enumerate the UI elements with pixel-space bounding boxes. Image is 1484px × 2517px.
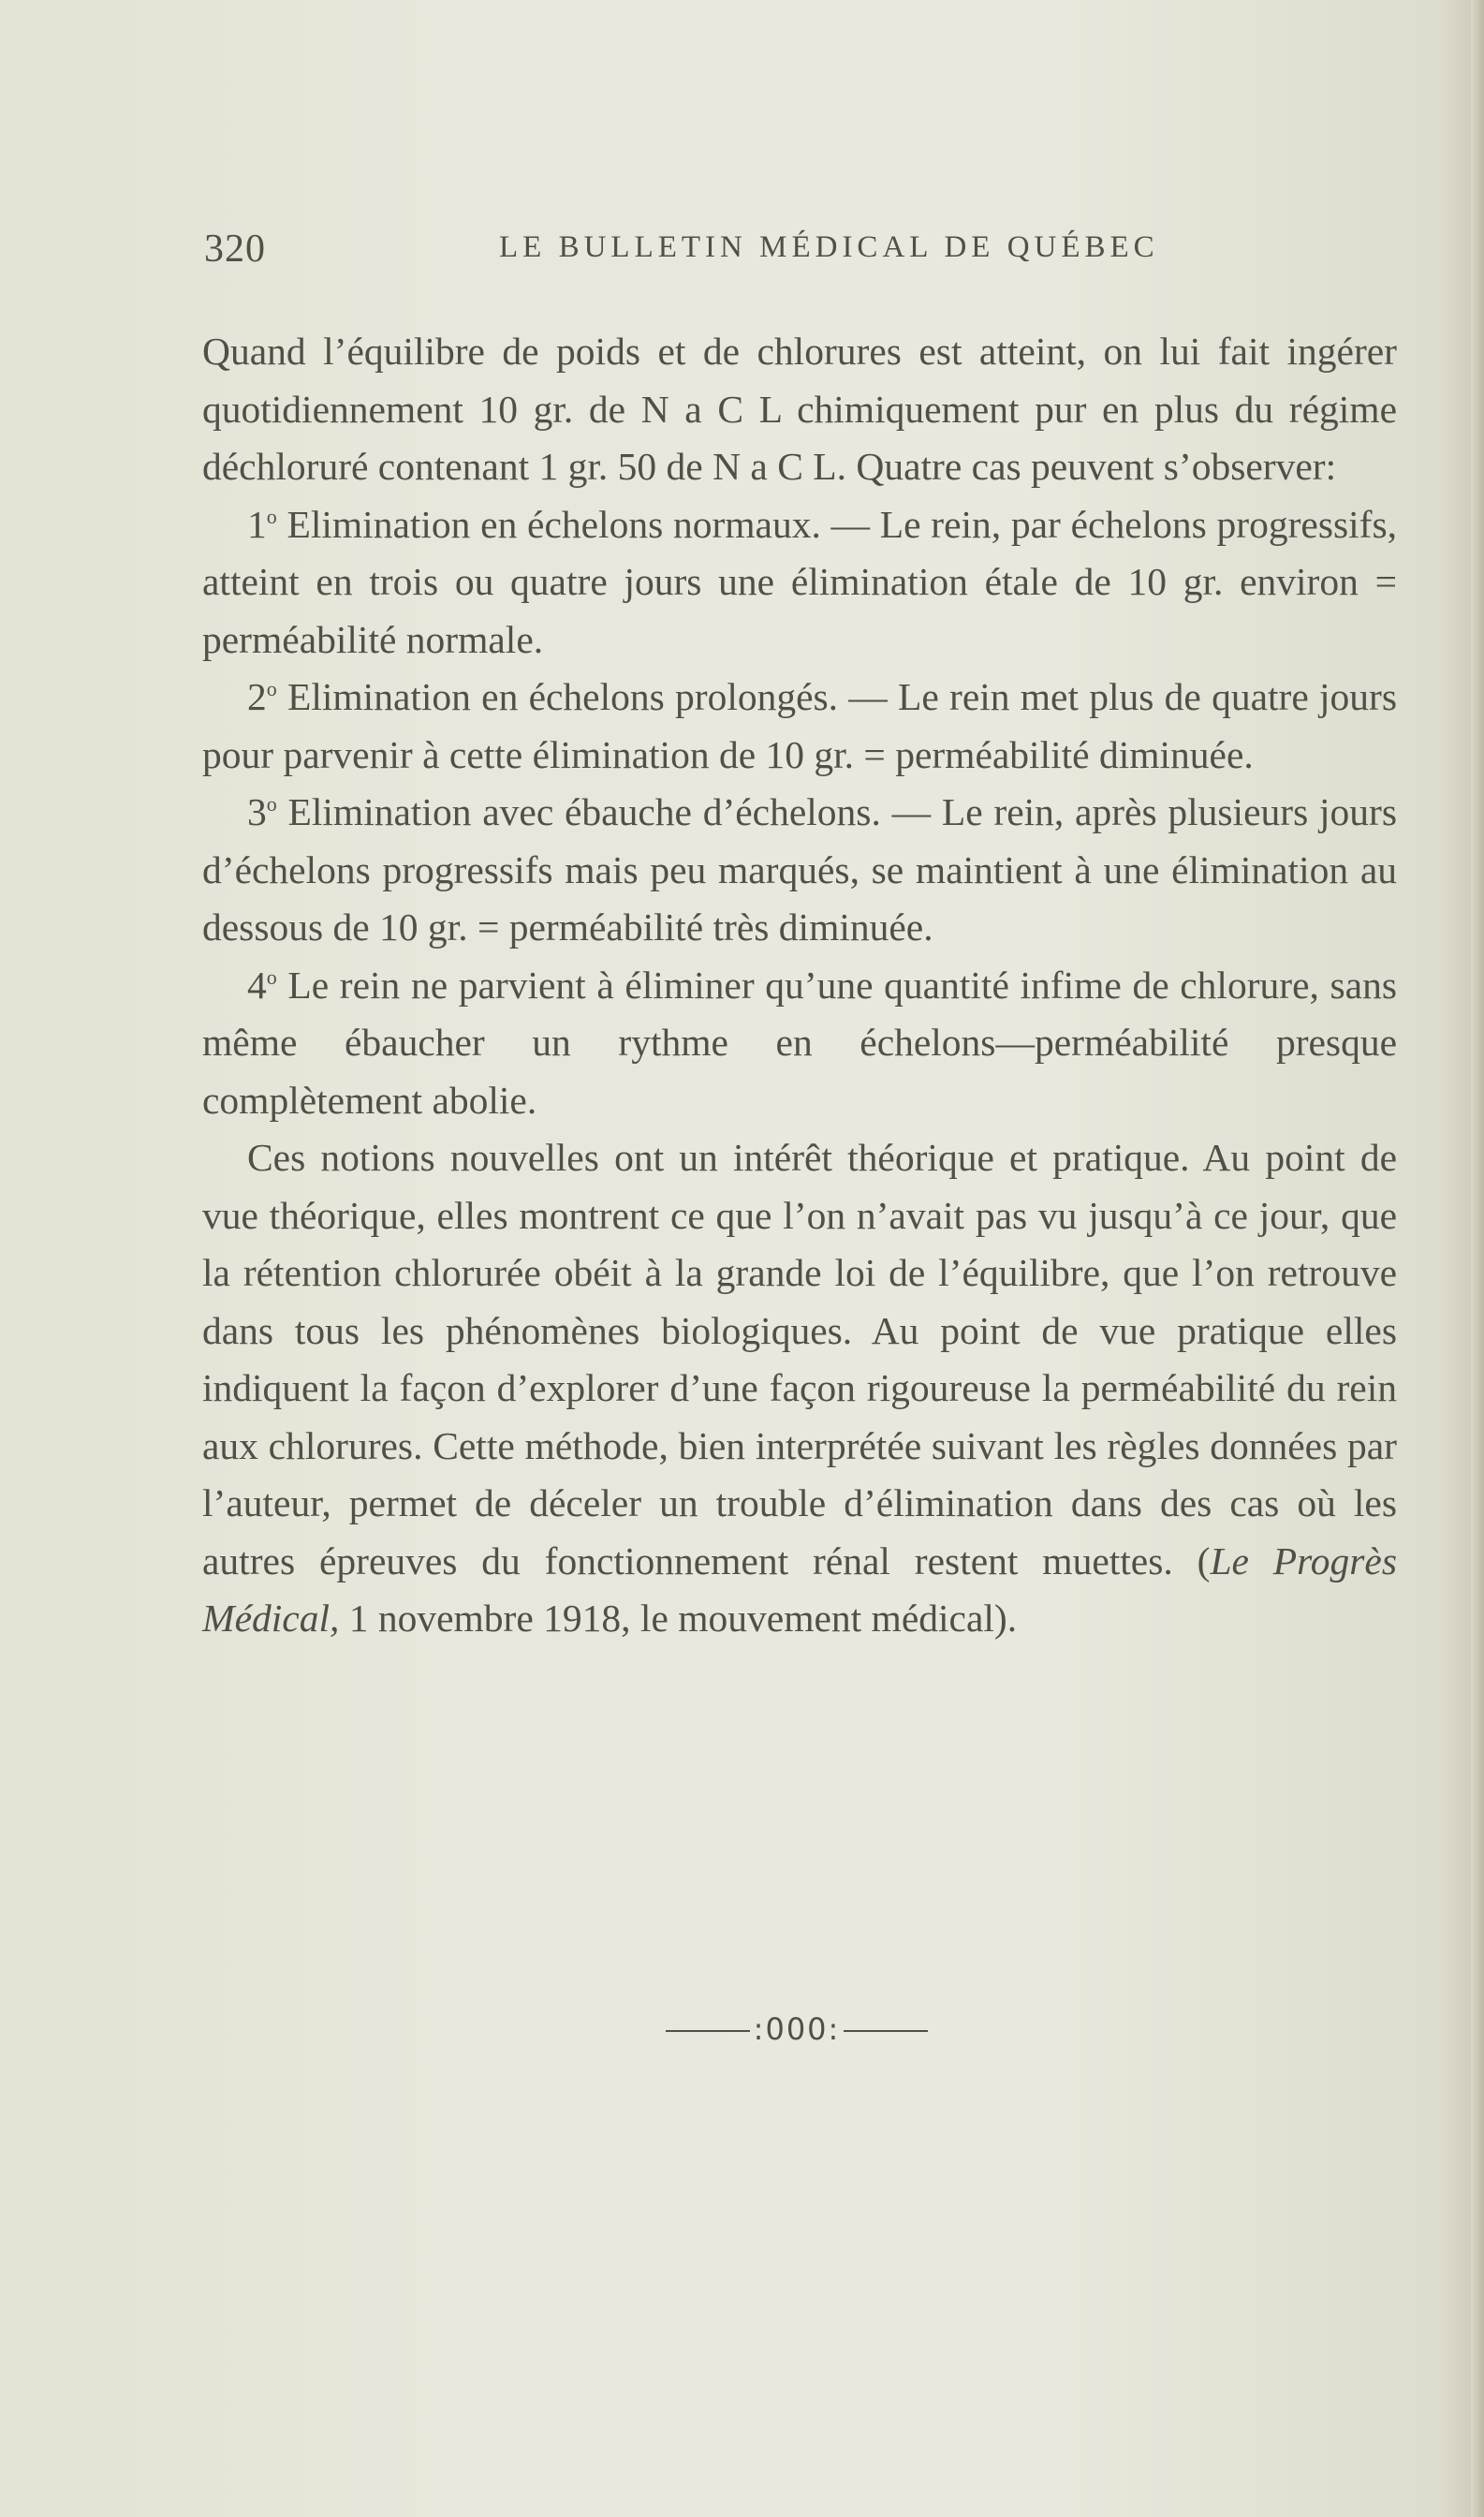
paragraph-case-2 [202, 669, 1397, 784]
paragraph-intro: Quand l’équilibre de poids et de chlorures est atteint, on lui fait ingérer quotidiennement 10 gr. de N a C L chimiquement pur en plus du régime déchloruré contenant 1 gr. 50 de N a C L. Quatre cas peuvent s’observer: [202, 330, 1397, 488]
ordinal-mark: o [266, 792, 277, 817]
separator-line-right [844, 2030, 928, 2032]
case-number: 2 [247, 675, 267, 718]
ordinal-mark: o [266, 964, 277, 989]
conclusion-text: Ces notions nouvelles ont un intérêt théorique et pratique. Au point de vue théorique, elles montrent ce que l’on n’avait pas vu jusqu’à ce jour, que la rétention chlorurée obéit à la grande loi de l’équilibre, que l’on retrouve dans tous les phénomènes biologiques. Au point de vue pratique elles indiquent la façon d’explorer d’une façon rigoureuse la perméabilité du rein aux chlorures. Cette méthode, bien interprétée suivant les règles données par l’auteur, permet de déceler un trouble d’élimination dans des cas où les autres épreuves du fonctionnement rénal restent muettes. ( [202, 1136, 1397, 1582]
case-text: Elimination en échelons normaux. — Le rein, par échelons progressifs, atteint en trois ou quatre jours une élimination étale de 10 gr. environ = perméabilité normale. [202, 502, 1397, 661]
case-number: 4 [247, 963, 267, 1007]
page-edge [1471, 0, 1484, 2517]
citation-details: 1 novembre 1918, le mouvement médical). [339, 1597, 1018, 1640]
page-number: 320 [204, 228, 266, 271]
case-number: 3 [247, 790, 267, 833]
body-text [202, 323, 1397, 1648]
page-header [204, 227, 1397, 271]
separator-line-left [666, 2030, 750, 2032]
case-text: Elimination en échelons prolongés. — Le rein met plus de quatre jours pour parvenir à cette élimination de 10 gr. = perméabilité diminuée. [202, 675, 1397, 776]
case-text: Elimination avec ébauche d’échelons. — Le rein, après plusieurs jours d’échelons progressifs mais peu marqués, se maintient à une élimination au dessous de 10 gr. = perméabilité très diminuée. [202, 790, 1397, 949]
case-number: 1 [247, 502, 267, 546]
paragraph-case-3 [202, 784, 1397, 957]
running-title: LE BULLETIN MÉDICAL DE QUÉBEC [499, 230, 1159, 264]
paragraph-case-1 [202, 496, 1397, 670]
case-text: Le rein ne parvient à éliminer qu’une quantité infime de chlorure, sans même ébaucher un rythme en échelons—perméabilité presque complètement abolie. [202, 963, 1397, 1122]
separator-ornament: :000: [753, 2011, 841, 2047]
ordinal-mark: o [266, 677, 277, 701]
paragraph-conclusion [202, 1129, 1397, 1648]
ordinal-mark: o [266, 504, 277, 528]
section-separator [661, 2011, 933, 2058]
paragraph-case-4 [202, 957, 1397, 1130]
citation-journal: Le Progrès Médical, [202, 1538, 1397, 1640]
